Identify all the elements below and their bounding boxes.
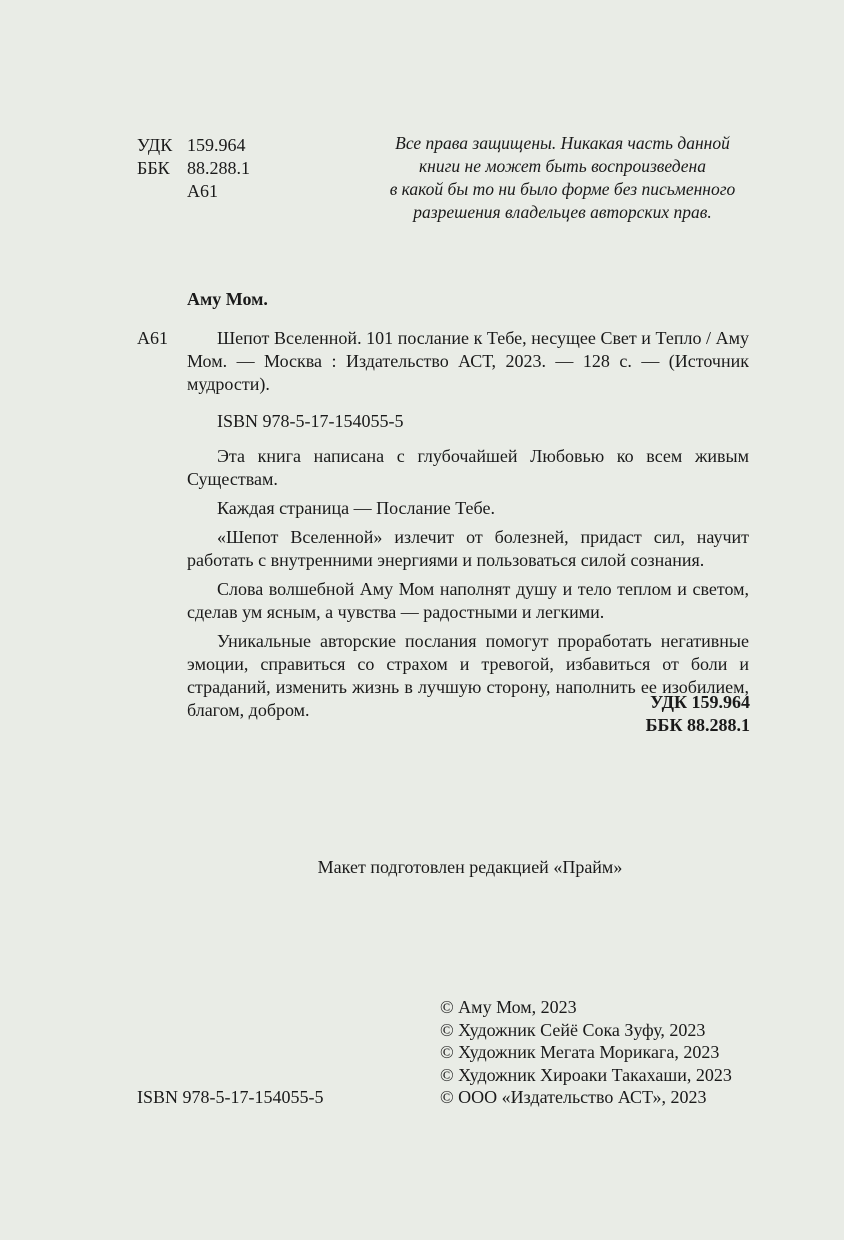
author-code: А61 <box>187 181 218 201</box>
bbk-value: 88.288.1 <box>187 158 250 178</box>
annotation <box>187 445 749 722</box>
copyright-line: © Художник Мегата Морикага, 2023 <box>440 1042 720 1062</box>
bbk-label: ББК <box>137 158 170 178</box>
rights-line: Все права защищены. Никакая часть данной <box>395 133 730 153</box>
rights-line: в какой бы то ни было форме без письменного <box>389 179 736 199</box>
bbk-bold: ББК 88.288.1 <box>645 715 750 735</box>
description-text: Шепот Вселенной. 101 послание к Тебе, несущее Свет и Тепло / Аму Мом. — Москва : Издательство АСТ, 2023. — 128 с. — (Источник мудрости). <box>187 328 749 394</box>
isbn-bottom: ISBN 978-5-17-154055-5 <box>137 1087 324 1107</box>
classification-summary <box>560 691 750 737</box>
copyright-line: © ООО «Издательство АСТ», 2023 <box>440 1087 707 1107</box>
copyright-line: © Аму Мом, 2023 <box>440 997 577 1017</box>
rights-line: разрешения владельцев авторских прав. <box>413 202 712 222</box>
isbn-text: ISBN 978-5-17-154055-5 <box>217 411 404 431</box>
rights-notice <box>370 132 755 224</box>
copyright-line: © Художник Сейё Сока Зуфу, 2023 <box>440 1019 706 1040</box>
rights-line: книги не может быть воспроизведена <box>418 156 706 176</box>
copyright-list <box>440 996 732 1109</box>
author-heading: Аму Мом. <box>187 289 268 309</box>
bbk-row <box>137 157 250 180</box>
author-code-row <box>137 180 250 203</box>
udk-row <box>137 134 250 157</box>
layout-note: Макет подготовлен редакцией «Прайм» <box>317 857 623 877</box>
copyright-line: © Художник Хироаки Такахаши, 2023 <box>440 1064 732 1085</box>
annotation-paragraph: Каждая страница — Послание Тебе. <box>217 498 495 518</box>
annotation-paragraph: Уникальные авторские послания помогут проработать негативные эмоции, справиться со страхом и тревогой, избавиться от боли и страданий, изменить жизнь в лучшую сторону, наполнить ее изобилием, благом, добром. <box>187 631 749 720</box>
udk-value: 159.964 <box>187 135 246 155</box>
annotation-paragraph: Эта книга написана с глубочайшей Любовью ко всем живым Существам. <box>187 446 749 489</box>
annotation-paragraph: «Шепот Вселенной» излечит от болезней, придаст сил, научит работать с внутренними энергиями и пользоваться силой сознания. <box>187 527 749 570</box>
classification-codes <box>137 134 250 203</box>
catalog-code: А61 <box>137 328 168 348</box>
udk-label: УДК <box>137 135 173 155</box>
bibliographic-description <box>187 327 749 728</box>
annotation-paragraph: Слова волшебной Аму Мом наполнят душу и тело теплом и светом, сделав ум ясным, а чувства — радостными и легкими. <box>187 579 749 622</box>
udk-bold: УДК 159.964 <box>650 692 750 712</box>
